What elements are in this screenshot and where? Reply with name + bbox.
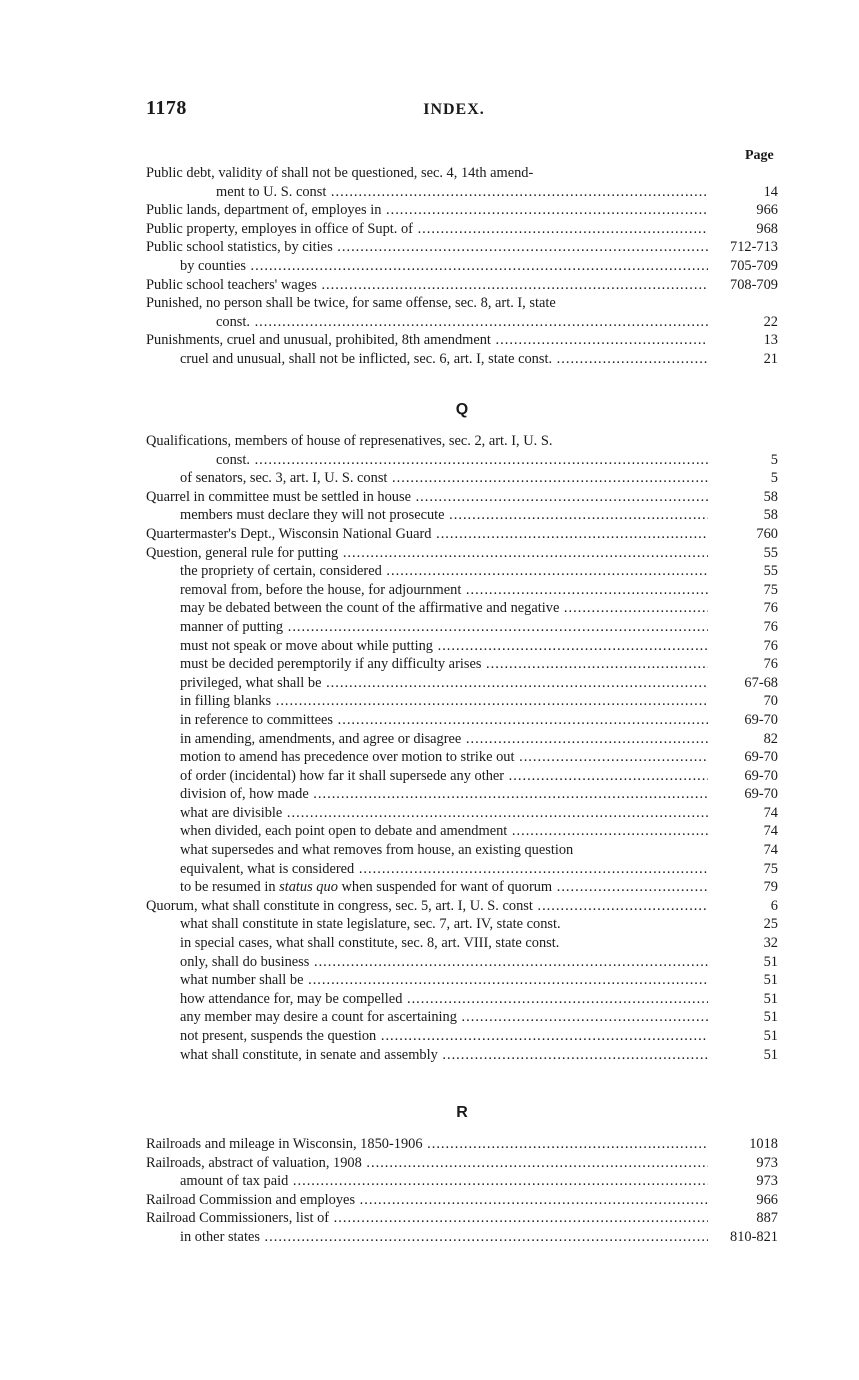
- entry-text: by counties .....: [146, 257, 708, 276]
- entry-pages: 74: [763, 842, 778, 859]
- index-entry: [146, 544, 778, 563]
- entry-text: Quartermaster's Dept., Wisconsin National Guard .....: [146, 525, 708, 544]
- entry-pages: 76: [763, 600, 778, 617]
- index-entry: [146, 350, 778, 369]
- entry-first-line: Public debt, validity of shall not be questioned, sec. 4, 14th amend-: [146, 165, 534, 181]
- entry-pages: 69-70: [744, 786, 778, 803]
- index-entry: [146, 878, 778, 897]
- entry-text: how attendance for, may be compelled .....: [146, 990, 708, 1009]
- entry-pages: 74: [763, 823, 778, 840]
- entry-text: privileged, what shall be .....: [146, 674, 708, 693]
- entry-text: what supersedes and what removes from house, an existing question: [180, 842, 574, 859]
- index-entry: [146, 711, 778, 730]
- index-entry: [146, 990, 778, 1009]
- entry-pages: 966: [756, 1191, 778, 1208]
- index-entry: [146, 599, 778, 618]
- entry-text-part: when suspended for want of quorum: [337, 879, 553, 896]
- entry-text: not present, suspends the question .....: [146, 1027, 708, 1046]
- index-entry: [146, 525, 778, 544]
- index-entry: [146, 1135, 778, 1154]
- entry-text: Quorum, what shall constitute in congress, sec. 5, art. I, U. S. const .....: [146, 897, 708, 916]
- entry-pages: 51: [763, 953, 778, 970]
- index-entry: [146, 1046, 778, 1065]
- index-entry: [146, 1027, 778, 1046]
- entry-text: in special cases, what shall constitute, sec. 8, art. VIII, state const.: [180, 935, 560, 952]
- entry-pages: 973: [756, 1173, 778, 1190]
- entry-pages: 1018: [749, 1136, 778, 1152]
- index-entry: [146, 841, 778, 860]
- index-entry: [146, 1191, 778, 1210]
- entry-text: Railroads, abstract of valuation, 1908 .....: [146, 1154, 708, 1173]
- entry-pages: 705-709: [730, 257, 778, 274]
- entry-pages: 5: [770, 451, 778, 468]
- entry-text: in reference to committees .....: [146, 711, 708, 730]
- entry-text: removal from, before the house, for adjournment .....: [146, 581, 708, 600]
- section-r: [146, 1135, 778, 1247]
- entry-pages: 69-70: [744, 767, 778, 784]
- entry-pages: 82: [763, 730, 778, 747]
- index-entry: [146, 860, 778, 879]
- index-entry: [146, 488, 778, 507]
- entry-text: Railroad Commission and employes .....: [146, 1191, 708, 1210]
- entry-pages: 76: [763, 656, 778, 673]
- index-entry: [146, 618, 778, 637]
- index-entry: [146, 164, 778, 201]
- entry-pages: 75: [763, 581, 778, 598]
- entry-text: equivalent, what is considered .....: [146, 860, 708, 879]
- entry-pages: 760: [756, 525, 778, 542]
- entry-text: [146, 878, 708, 897]
- entry-text: must not speak or move about while putting .....: [146, 637, 708, 656]
- entry-pages: 58: [763, 507, 778, 524]
- entry-text: Quarrel in committee must be settled in house .....: [146, 488, 708, 507]
- index-entry: [146, 915, 778, 934]
- running-head: INDEX.: [423, 101, 485, 118]
- entry-pages: 76: [763, 637, 778, 654]
- entry-text: the propriety of certain, considered .....: [146, 562, 708, 581]
- index-entry: [146, 1172, 778, 1191]
- index-entry: [146, 897, 778, 916]
- entry-pages: 21: [763, 350, 778, 367]
- entry-text: any member may desire a count for ascertaining .....: [146, 1008, 708, 1027]
- index-entry: [146, 201, 778, 220]
- entry-pages: 51: [763, 972, 778, 989]
- index-entry: [146, 1228, 778, 1247]
- section-q: [146, 432, 778, 1064]
- entry-pages: 75: [763, 860, 778, 877]
- page-column-label: Page: [745, 148, 774, 163]
- index-entry: [146, 971, 778, 990]
- index-entry: [146, 804, 778, 823]
- entry-text: in filling blanks .....: [146, 692, 708, 711]
- entry-text: Railroads and mileage in Wisconsin, 1850-1906 .....: [146, 1135, 708, 1154]
- entry-text: what shall constitute in state legislature, sec. 7, art. IV, state const.: [180, 916, 561, 933]
- entry-text: what number shall be .....: [146, 971, 708, 990]
- entry-first-line: Qualifications, members of house of represenatives, sec. 2, art. I, U. S.: [146, 433, 553, 449]
- index-entry: [146, 469, 778, 488]
- entry-text: what shall constitute, in senate and assembly .....: [146, 1046, 708, 1065]
- index-entry: [146, 637, 778, 656]
- index-entry: [146, 767, 778, 786]
- entry-text: must be decided peremptorily if any difficulty arises .....: [146, 655, 708, 674]
- entry-pages: 13: [763, 332, 778, 349]
- entry-pages: 69-70: [744, 711, 778, 728]
- entry-text: Public property, employes in office of Supt. of .....: [146, 220, 708, 239]
- index-entry: [146, 220, 778, 239]
- entry-pages: 67-68: [744, 674, 778, 691]
- entry-text: of senators, sec. 3, art. I, U. S. const .....: [146, 469, 708, 488]
- entry-text-italic: status quo: [279, 879, 338, 896]
- entry-pages: 32: [763, 935, 778, 952]
- entry-pages: 22: [763, 313, 778, 330]
- index-entry: [146, 1209, 778, 1228]
- entry-text: Public school statistics, by cities .....: [146, 238, 708, 257]
- index-entry: [146, 674, 778, 693]
- entry-pages: 810-821: [730, 1228, 778, 1245]
- index-entry: [146, 934, 778, 953]
- entry-pages: 69-70: [744, 749, 778, 766]
- index-entry: [146, 655, 778, 674]
- index-entry: [146, 953, 778, 972]
- index-entry: [146, 276, 778, 295]
- section-p: [146, 164, 778, 369]
- entry-pages: 25: [763, 916, 778, 933]
- entry-text: motion to amend has precedence over motion to strike out .....: [146, 748, 708, 767]
- page-number: 1178: [146, 97, 187, 119]
- entry-first-line: Punished, no person shall be twice, for same offense, sec. 8, art. I, state: [146, 295, 556, 312]
- entry-text: what are divisible .....: [146, 804, 708, 823]
- entry-text: Question, general rule for putting .....: [146, 544, 708, 563]
- entry-pages: 14: [763, 183, 778, 200]
- entry-text: ment to U. S. const .....: [146, 183, 708, 202]
- entry-pages: 712-713: [730, 239, 778, 256]
- index-entry: [146, 1008, 778, 1027]
- entry-pages: 51: [763, 990, 778, 1007]
- entry-text: manner of putting .....: [146, 618, 708, 637]
- index-entry: [146, 506, 778, 525]
- index-entry: [146, 257, 778, 276]
- entry-text: when divided, each point open to debate and amendment .....: [146, 822, 708, 841]
- index-entry: [146, 432, 778, 469]
- index-entry: [146, 581, 778, 600]
- index-entry: [146, 238, 778, 257]
- entry-pages: 70: [763, 693, 778, 710]
- entry-pages: 58: [763, 488, 778, 505]
- entry-text: Railroad Commissioners, list of .....: [146, 1209, 708, 1228]
- entry-pages: 973: [756, 1154, 778, 1171]
- entry-pages: 74: [763, 804, 778, 821]
- entry-pages: 708-709: [730, 276, 778, 293]
- entry-pages: 76: [763, 618, 778, 635]
- entry-text-part: to be resumed in: [180, 879, 280, 896]
- entry-text: cruel and unusual, shall not be inflicted, sec. 6, art. I, state const. .....: [146, 350, 708, 369]
- entry-text: Punishments, cruel and unusual, prohibited, 8th amendment .....: [146, 331, 708, 350]
- section-q-heading: Q: [455, 401, 469, 418]
- entry-text: members must declare they will not prosecute .....: [146, 506, 708, 525]
- entry-text: amount of tax paid .....: [146, 1172, 708, 1191]
- index-entry: [146, 785, 778, 804]
- index-entry: [146, 730, 778, 749]
- entry-text: in other states .....: [146, 1228, 708, 1247]
- entry-text: division of, how made .....: [146, 785, 708, 804]
- entry-pages: 55: [763, 544, 778, 561]
- entry-pages: 5: [770, 470, 778, 487]
- entry-pages: 51: [763, 1009, 778, 1026]
- entry-text: in amending, amendments, and agree or disagree .....: [146, 730, 708, 749]
- entry-pages: 887: [756, 1210, 778, 1227]
- index-entry: [146, 822, 778, 841]
- entry-text: const. .....: [146, 451, 708, 470]
- entry-pages: 55: [763, 563, 778, 580]
- entry-text: Public lands, department of, employes in .....: [146, 201, 708, 220]
- entry-pages: 968: [756, 220, 778, 237]
- index-entry: [146, 331, 778, 350]
- entry-text: of order (incidental) how far it shall supersede any other .....: [146, 767, 708, 786]
- index-entry: [146, 748, 778, 767]
- entry-pages: 51: [763, 1046, 778, 1063]
- entry-text: may be debated between the count of the affirmative and negative .....: [146, 599, 708, 618]
- index-entry: [146, 294, 778, 331]
- entry-pages: 79: [763, 879, 778, 896]
- section-r-heading: R: [456, 1104, 468, 1121]
- entry-pages: 51: [763, 1028, 778, 1044]
- entry-text: const. .....: [146, 313, 708, 332]
- entry-text: only, shall do business .....: [146, 953, 708, 972]
- index-entry: [146, 692, 778, 711]
- index-entry: [146, 562, 778, 581]
- entry-pages: 966: [756, 202, 778, 219]
- entry-text: Public school teachers' wages .....: [146, 276, 708, 295]
- index-entry: [146, 1154, 778, 1173]
- entry-pages: 6: [770, 897, 778, 914]
